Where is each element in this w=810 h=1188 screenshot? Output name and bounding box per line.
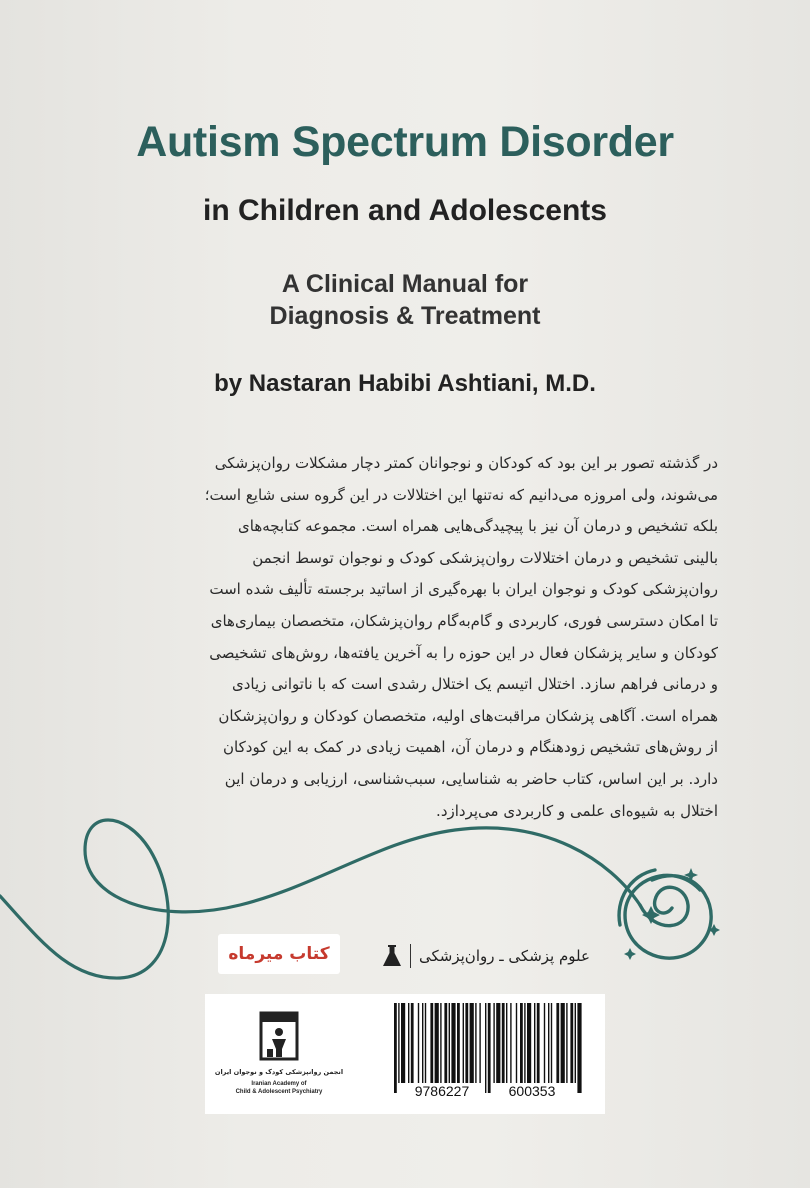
barcode-bar xyxy=(401,1003,405,1083)
barcode-bar xyxy=(575,1003,576,1083)
barcode-bar xyxy=(544,1003,545,1083)
blurb-line: می‌شوند، ولی امروزه می‌دانیم که نه‌تنها این اختلالات در این گروه سنی شایع است؛ xyxy=(204,485,718,504)
barcode-bar xyxy=(394,1003,397,1093)
barcode-bar xyxy=(418,1003,419,1083)
barcode-bar xyxy=(537,1003,540,1083)
barcode-bar xyxy=(465,1003,468,1083)
barcode-bar xyxy=(425,1003,426,1083)
category-label: علوم پزشکی ـ روان‌پزشکی xyxy=(419,947,590,965)
blurb-line: و درمانی فراهم سازد. اختلال اتیسم یک اختلال رشدی است که با ناتوانی زیادی xyxy=(232,675,718,694)
barcode-bar xyxy=(408,1003,409,1083)
blurb-line: روان‌پزشکی کودک و نوجوان ایران با بهره‌گیری از اساتید برجسته تألیف شده است xyxy=(209,580,718,599)
publisher-logo xyxy=(218,934,340,974)
barcode-bar xyxy=(479,1003,480,1083)
barcode-bar xyxy=(566,1003,567,1083)
barcode-bar xyxy=(398,1003,399,1083)
isbn-digits-right: 600353 xyxy=(492,1083,572,1099)
barcode-bar xyxy=(516,1003,517,1083)
book-title: Autism Spectrum Disorder xyxy=(136,118,674,166)
barcode-bar xyxy=(451,1003,455,1083)
barcode-bar xyxy=(422,1003,423,1083)
barcode-bar xyxy=(496,1003,500,1083)
barcode-bar xyxy=(570,1003,573,1083)
barcode-bar xyxy=(440,1003,441,1083)
blurb-line: تا امکان دسترسی فوری، کاربردی و گام‌به‌گام روان‌پزشکان، متخصصان بیماری‌های xyxy=(210,611,718,630)
barcode-bar xyxy=(463,1003,464,1083)
manual-line-1: A Clinical Manual for xyxy=(281,270,529,298)
blurb-line: از روش‌های تشخیص زودهنگام و درمان آن، اهمیت زیادی در کمک به این کودکان xyxy=(223,738,718,757)
barcode-bar xyxy=(449,1003,450,1083)
barcode-bar xyxy=(411,1003,414,1083)
flask-icon xyxy=(382,944,402,968)
association-en-line-2: Child & Adolescent Psychiatry xyxy=(235,1088,323,1095)
association-name-fa: انجمن روانپزشکی کودک و نوجوان ایران xyxy=(214,1068,344,1076)
book-subtitle: in Children and Adolescents xyxy=(203,194,607,227)
barcode-bar xyxy=(475,1003,476,1083)
barcode-bar xyxy=(577,1003,581,1093)
barcode-bar xyxy=(534,1003,535,1083)
barcode-bar xyxy=(488,1003,491,1093)
barcode-bar xyxy=(444,1003,447,1083)
blurb-line: بلکه تشخیص و درمان آن نیز با پیچیدگی‌هایی همراه است. مجموعه کتابچه‌های xyxy=(238,517,718,536)
barcode-bar xyxy=(524,1003,525,1083)
barcode-bar xyxy=(485,1003,486,1093)
barcode-bar xyxy=(556,1003,559,1083)
barcode-bar xyxy=(493,1003,494,1083)
barcode-bar xyxy=(520,1003,523,1083)
category-tag xyxy=(382,942,590,970)
isbn-digits-left: 9786227 xyxy=(402,1083,482,1099)
category-divider xyxy=(410,944,411,968)
barcode-bar xyxy=(551,1003,552,1083)
blurb-paragraph xyxy=(98,448,718,827)
barcode-bar xyxy=(430,1003,433,1083)
blurb-line: بالینی تشخیص و درمان اختلالات روان‌پزشکی کودک و نوجوان توسط انجمن xyxy=(252,548,718,567)
isbn-barcode xyxy=(390,1003,590,1103)
publisher-name: کتاب میرماه xyxy=(228,944,330,964)
barcode-bar xyxy=(561,1003,565,1083)
blurb-line: در گذشته تصور بر این بود که کودکان و نوجوانان کمتر دچار مشکلات روان‌پزشکی xyxy=(214,454,718,472)
blurb-line: کودکان و سایر پزشکان فعال در این حوزه را به آخرین یافته‌ها، روش‌های تشخیصی xyxy=(209,643,718,662)
book-manual-subtitle xyxy=(0,268,810,332)
barcode-bar xyxy=(457,1003,460,1083)
barcode-bar xyxy=(502,1003,505,1083)
barcode-bar xyxy=(506,1003,507,1083)
association-name-en xyxy=(212,1081,346,1096)
blurb-line: همراه است. آگاهی پزشکان مراقبت‌های اولیه، متخصصان کودکان و روان‌پزشکان xyxy=(218,706,718,725)
blurb-line: اختلال به شیوه‌ای علمی و کاربردی می‌پردازد. xyxy=(436,801,718,820)
blurb-line: دارد. بر این اساس، کتاب حاضر به شناسایی، سبب‌شناسی، ارزیابی و درمان این xyxy=(224,769,718,788)
book-author: by Nastaran Habibi Ashtiani, M.D. xyxy=(214,370,596,397)
manual-line-2: Diagnosis & Treatment xyxy=(269,302,541,330)
barcode-bar xyxy=(435,1003,439,1083)
barcode-bar xyxy=(527,1003,531,1083)
association-en-line-1: Iranian Academy of xyxy=(251,1081,307,1087)
barcode-bar xyxy=(510,1003,511,1083)
barcode-bar xyxy=(548,1003,549,1083)
barcode-bar xyxy=(470,1003,474,1083)
